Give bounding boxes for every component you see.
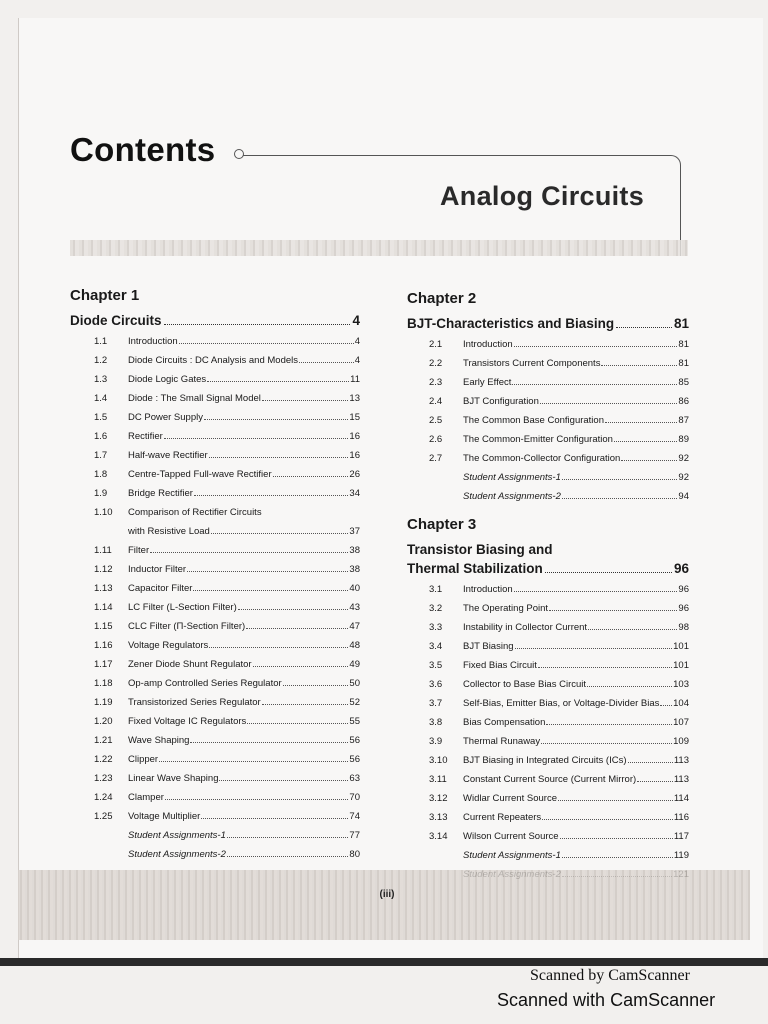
toc-entry <box>70 446 360 465</box>
toc-entry <box>407 487 689 506</box>
dot-leader <box>540 403 678 404</box>
section-number: 1.15 <box>94 621 113 632</box>
toc-entry <box>407 694 689 713</box>
section-page: 80 <box>349 849 360 860</box>
section-number: 3.10 <box>429 755 448 766</box>
section-page: 89 <box>678 434 689 445</box>
section-title: CLC Filter (Π-Section Filter) <box>128 621 246 632</box>
section-page: 63 <box>349 773 360 784</box>
dot-leader <box>542 819 673 820</box>
section-page: 101 <box>673 660 689 671</box>
section-title: Student Assignments-1 <box>463 472 561 483</box>
section-page: 48 <box>349 640 360 651</box>
section-number: 3.1 <box>429 584 443 595</box>
section-page: 113 <box>673 755 689 766</box>
section-number: 3.13 <box>429 812 448 823</box>
dot-leader <box>159 761 348 762</box>
toc-entry <box>407 430 689 449</box>
section-page: 94 <box>678 491 689 502</box>
section-number: 3.7 <box>429 698 443 709</box>
chapter-3-title-line-2: Thermal Stabilization <box>407 561 543 576</box>
toc-entry <box>407 732 689 751</box>
dot-leader <box>637 781 673 782</box>
toc-entry <box>70 579 360 598</box>
dot-leader <box>209 647 348 648</box>
section-title: Bias Compensation <box>463 717 546 728</box>
section-number: 3.9 <box>429 736 443 747</box>
chapter-2-page: 81 <box>673 316 689 331</box>
dot-leader <box>621 460 677 461</box>
dot-leader <box>545 572 672 573</box>
dot-leader <box>253 666 349 667</box>
section-page: 56 <box>349 754 360 765</box>
section-title: with Resistive Load <box>128 526 210 537</box>
chapter-2-section-list <box>407 335 689 506</box>
section-title: Bridge Rectifier <box>128 488 193 499</box>
section-title: LC Filter (L-Section Filter) <box>128 602 237 613</box>
section-page: 40 <box>349 583 360 594</box>
dot-leader <box>605 422 677 423</box>
dot-leader <box>273 476 349 477</box>
toc-entry <box>407 637 689 656</box>
section-number: 3.11 <box>429 774 447 785</box>
section-page: 116 <box>673 812 689 823</box>
section-number: 2.6 <box>429 434 443 445</box>
section-title: BJT Biasing in Integrated Circuits (ICs) <box>463 755 627 766</box>
section-title: DC Power Supply <box>128 412 203 423</box>
chapter-3-title-line-1: Transistor Biasing and <box>407 542 553 557</box>
section-number: 1.25 <box>94 811 113 822</box>
dot-leader <box>187 571 348 572</box>
section-title: Diode Logic Gates <box>128 374 207 385</box>
dot-leader <box>209 457 349 458</box>
section-page: 47 <box>349 621 360 632</box>
section-page: 96 <box>678 584 689 595</box>
toc-entry <box>70 522 360 541</box>
toc-entry <box>70 769 360 788</box>
dot-leader <box>204 419 348 420</box>
section-number: 2.2 <box>429 358 443 369</box>
section-title: Centre-Tapped Full-wave Rectifier <box>128 469 272 480</box>
dot-leader <box>601 365 677 366</box>
dot-leader <box>179 343 354 344</box>
section-page: 11 <box>350 374 360 385</box>
section-title: Rectifier <box>128 431 163 442</box>
footer-band <box>18 870 750 940</box>
toc-entry <box>70 427 360 446</box>
toc-entry <box>70 655 360 674</box>
section-title: Student Assignments-2 <box>463 491 561 502</box>
section-page: 92 <box>678 472 689 483</box>
toc-entry <box>407 618 689 637</box>
section-title: Voltage Regulators <box>128 640 209 651</box>
toc-entry <box>70 465 360 484</box>
dot-leader <box>558 800 673 801</box>
section-page: 4 <box>354 355 360 366</box>
toc-entry <box>70 693 360 712</box>
section-title: Inductor Filter <box>128 564 187 575</box>
dot-leader <box>515 648 673 649</box>
section-page: 49 <box>349 659 360 670</box>
section-number: 1.2 <box>94 355 108 366</box>
section-number: 2.7 <box>429 453 443 464</box>
book-title: Analog Circuits <box>440 181 645 211</box>
section-title: Transistorized Series Regulator <box>128 697 261 708</box>
section-number: 1.20 <box>94 716 113 727</box>
section-number: 1.17 <box>94 659 113 670</box>
section-title: Collector to Base Bias Circuit <box>463 679 587 690</box>
toc-entry <box>407 580 689 599</box>
section-page: 117 <box>673 831 689 842</box>
dot-leader <box>150 552 348 553</box>
dot-leader <box>262 400 349 401</box>
section-page: 85 <box>678 377 689 388</box>
dot-leader <box>164 324 351 325</box>
section-page: 16 <box>349 431 360 442</box>
section-page: 26 <box>349 469 360 480</box>
toc-entry <box>407 808 689 827</box>
toc-entry <box>70 750 360 769</box>
scanner-watermark-1: Scanned by CamScanner <box>530 967 690 984</box>
dot-leader <box>246 628 348 629</box>
dot-leader <box>238 609 349 610</box>
section-number: 1.14 <box>94 602 113 613</box>
section-title: Self-Bias, Emitter Bias, or Voltage-Divider Bias <box>463 698 660 709</box>
section-number: 3.3 <box>429 622 443 633</box>
toc-entry <box>407 827 689 846</box>
toc-entry <box>70 636 360 655</box>
toc-entry <box>70 351 360 370</box>
section-page: 86 <box>678 396 689 407</box>
section-page: 37 <box>349 526 360 537</box>
section-page: 109 <box>673 736 689 747</box>
dot-leader <box>560 838 673 839</box>
section-page: 13 <box>349 393 360 404</box>
section-page: 55 <box>349 716 360 727</box>
section-page: 87 <box>678 415 689 426</box>
section-title: Student Assignments-1 <box>463 850 561 861</box>
section-page: 50 <box>349 678 360 689</box>
toc-entry <box>70 598 360 617</box>
toc-entry <box>70 617 360 636</box>
section-page: 81 <box>678 358 689 369</box>
dot-leader <box>262 704 349 705</box>
section-page: 98 <box>678 622 689 633</box>
dot-leader <box>588 629 677 630</box>
dot-leader <box>514 591 678 592</box>
dot-leader <box>219 780 348 781</box>
toc-entry <box>407 846 689 865</box>
section-number: 2.1 <box>429 339 443 350</box>
dot-leader <box>164 438 349 439</box>
section-number: 1.1 <box>94 336 108 347</box>
section-title: BJT Configuration <box>463 396 539 407</box>
dot-leader <box>562 857 673 858</box>
section-number: 1.11 <box>94 545 112 556</box>
section-number: 3.6 <box>429 679 443 690</box>
section-title: Constant Current Source (Current Mirror) <box>463 774 637 785</box>
section-title: Wave Shaping <box>128 735 190 746</box>
section-page: 92 <box>678 453 689 464</box>
section-page: 81 <box>678 339 689 350</box>
toc-entry <box>407 713 689 732</box>
section-title: Student Assignments-2 <box>128 849 226 860</box>
page-number: (iii) <box>379 889 395 900</box>
section-page: 74 <box>349 811 360 822</box>
toc-entry <box>70 408 360 427</box>
section-page: 16 <box>349 450 360 461</box>
toc-entry <box>407 354 689 373</box>
section-number: 1.23 <box>94 773 113 784</box>
toc-entry <box>70 674 360 693</box>
dot-leader <box>299 362 354 363</box>
dot-leader <box>616 327 672 328</box>
section-title: Wilson Current Source <box>463 831 559 842</box>
section-title: Voltage Multiplier <box>128 811 201 822</box>
scanner-watermark-2: Scanned with CamScanner <box>497 990 716 1010</box>
section-number: 1.12 <box>94 564 113 575</box>
section-number: 1.16 <box>94 640 113 651</box>
section-title: BJT Biasing <box>463 641 514 652</box>
section-title: Filter <box>128 545 150 556</box>
section-title: The Common-Emitter Configuration <box>463 434 613 445</box>
section-number: 3.4 <box>429 641 443 652</box>
dot-leader <box>193 590 348 591</box>
title-rule-dot <box>234 149 244 159</box>
toc-entry <box>70 541 360 560</box>
toc-entry <box>407 335 689 354</box>
section-number: 1.10 <box>94 507 113 518</box>
section-page: 56 <box>349 735 360 746</box>
dot-leader <box>190 742 348 743</box>
toc-entry <box>70 484 360 503</box>
dot-leader <box>538 667 672 668</box>
right-column <box>407 290 689 884</box>
dot-leader <box>207 381 349 382</box>
dot-leader <box>512 384 677 385</box>
section-title: Thermal Runaway <box>463 736 541 747</box>
chapter-2-title: BJT-Characteristics and Biasing <box>407 316 615 331</box>
section-number: 1.19 <box>94 697 113 708</box>
section-number: 2.3 <box>429 377 443 388</box>
section-title: Introduction <box>128 336 178 347</box>
section-number: 1.13 <box>94 583 113 594</box>
dot-leader <box>587 686 672 687</box>
dot-leader <box>165 799 349 800</box>
section-title: Half-wave Rectifier <box>128 450 208 461</box>
section-title: Diode Circuits : DC Analysis and Models <box>128 355 299 366</box>
chapter-3-title-row <box>407 559 689 578</box>
dot-leader <box>514 346 678 347</box>
section-page: 52 <box>349 697 360 708</box>
section-number: 3.8 <box>429 717 443 728</box>
section-title: Widlar Current Source <box>463 793 557 804</box>
toc-entry <box>70 826 360 845</box>
left-column <box>70 287 360 864</box>
section-title: Diode : The Small Signal Model <box>128 393 261 404</box>
toc-entry <box>407 789 689 808</box>
contents-heading: Contents <box>70 131 216 168</box>
section-title: The Common-Collector Configuration <box>463 453 621 464</box>
scan-edge <box>0 958 768 966</box>
section-number: 1.21 <box>94 735 113 746</box>
dot-leader <box>628 762 673 763</box>
section-page: 113 <box>673 774 689 785</box>
section-title: Fixed Voltage IC Regulators <box>128 716 247 727</box>
chapter-1-page: 4 <box>352 313 360 328</box>
toc-entry <box>407 449 689 468</box>
section-number: 1.8 <box>94 469 108 480</box>
section-page: 77 <box>349 830 360 841</box>
toc-entry <box>407 373 689 392</box>
toc-entry <box>70 845 360 864</box>
toc-entry <box>407 770 689 789</box>
dot-leader <box>201 818 348 819</box>
section-title: Early Effect <box>463 377 512 388</box>
section-title: Introduction <box>463 584 513 595</box>
dot-leader <box>211 533 349 534</box>
toc-entry <box>407 468 689 487</box>
section-number: 1.4 <box>94 393 108 404</box>
dot-leader <box>614 441 677 442</box>
section-title: The Common Base Configuration <box>463 415 604 426</box>
section-page: 114 <box>673 793 689 804</box>
toc-entry <box>407 392 689 411</box>
section-number: 2.5 <box>429 415 443 426</box>
section-page: 38 <box>349 564 360 575</box>
chapter-3-page: 96 <box>673 561 689 576</box>
section-page: 4 <box>354 336 360 347</box>
section-page: 96 <box>678 603 689 614</box>
toc-entry <box>407 599 689 618</box>
toc-entry <box>70 731 360 750</box>
section-page: 119 <box>673 850 689 861</box>
section-page: 70 <box>349 792 360 803</box>
section-title: Current Repeaters <box>463 812 542 823</box>
section-title: Introduction <box>463 339 513 350</box>
chapter-1-title: Diode Circuits <box>70 313 162 328</box>
section-page: 34 <box>349 488 360 499</box>
toc-entry <box>70 370 360 389</box>
section-title: Comparison of Rectifier Circuits <box>128 507 262 518</box>
dot-leader <box>546 724 672 725</box>
section-title: The Operating Point <box>463 603 549 614</box>
decorative-band <box>70 240 688 256</box>
dot-leader <box>562 498 678 499</box>
chapter-3-section-list <box>407 580 689 884</box>
section-number: 3.12 <box>429 793 448 804</box>
section-title: Clamper <box>128 792 164 803</box>
section-title: Capacitor Filter <box>128 583 193 594</box>
section-title: Fixed Bias Circuit <box>463 660 537 671</box>
section-title: Transistors Current Components <box>463 358 601 369</box>
section-number: 1.6 <box>94 431 108 442</box>
toc-entry <box>407 751 689 770</box>
toc-entry <box>70 712 360 731</box>
section-page: 107 <box>673 717 689 728</box>
dot-leader <box>541 743 672 744</box>
dot-leader <box>227 837 349 838</box>
section-page: 43 <box>349 602 360 613</box>
section-title: Op-amp Controlled Series Regulator <box>128 678 282 689</box>
toc-entry <box>70 560 360 579</box>
chapter-2-label: Chapter 2 <box>407 290 477 307</box>
chapter-3-label: Chapter 3 <box>407 516 477 533</box>
section-number: 3.14 <box>429 831 448 842</box>
section-number: 3.2 <box>429 603 443 614</box>
toc-entry <box>70 389 360 408</box>
toc-entry <box>407 411 689 430</box>
chapter-1-label: Chapter 1 <box>70 287 140 304</box>
section-page: 103 <box>673 679 689 690</box>
section-page: 104 <box>673 698 689 709</box>
section-number: 1.9 <box>94 488 108 499</box>
section-number: 1.5 <box>94 412 108 423</box>
toc-entry <box>70 807 360 826</box>
dot-leader <box>660 705 672 706</box>
section-number: 1.22 <box>94 754 113 765</box>
chapter-1-section-list <box>70 332 360 864</box>
section-title: Instability in Collector Current <box>463 622 588 633</box>
section-page: 38 <box>349 545 360 556</box>
section-title: Zener Diode Shunt Regulator <box>128 659 252 670</box>
dot-leader <box>549 610 677 611</box>
toc-entry <box>70 788 360 807</box>
dot-leader <box>194 495 348 496</box>
toc-entry <box>70 503 360 522</box>
section-number: 1.18 <box>94 678 113 689</box>
chapter-1-title-row <box>70 311 360 330</box>
section-page: 101 <box>673 641 689 652</box>
toc-entry <box>407 675 689 694</box>
dot-leader <box>247 723 348 724</box>
section-number: 3.5 <box>429 660 443 671</box>
dot-leader <box>562 479 678 480</box>
toc-entry <box>70 332 360 351</box>
section-number: 2.4 <box>429 396 443 407</box>
dot-leader <box>227 856 349 857</box>
section-page: 15 <box>349 412 360 423</box>
section-title: Student Assignments-1 <box>128 830 226 841</box>
section-number: 1.24 <box>94 792 113 803</box>
chapter-2-title-row <box>407 314 689 333</box>
section-number: 1.7 <box>94 450 108 461</box>
section-title: Clipper <box>128 754 159 765</box>
section-number: 1.3 <box>94 374 108 385</box>
dot-leader <box>283 685 349 686</box>
toc-entry <box>407 656 689 675</box>
section-title: Linear Wave Shaping <box>128 773 219 784</box>
